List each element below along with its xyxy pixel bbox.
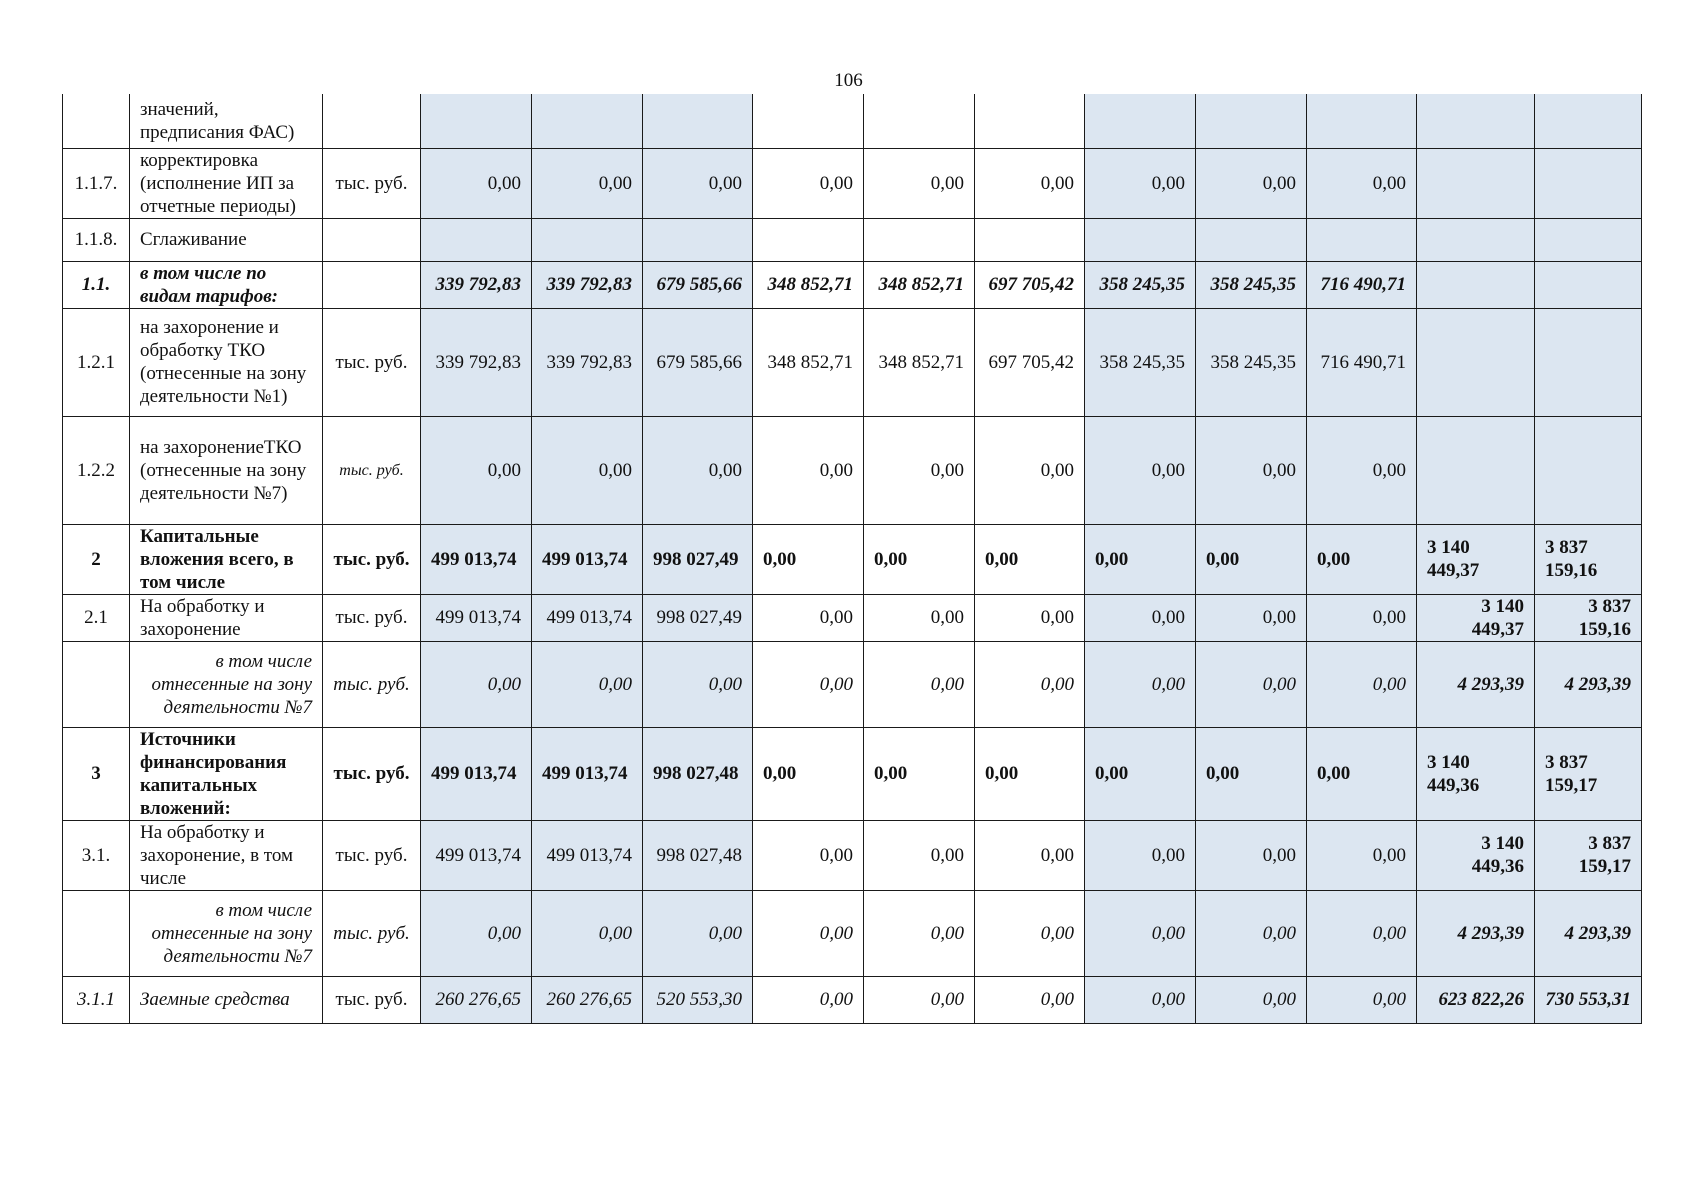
value-cell: [643, 94, 753, 148]
value-cell: 0,00: [753, 416, 864, 524]
row-name: на захоронение и обработку ТКО (отнесенные на зону деятельности №1): [130, 308, 323, 416]
table-row: [63, 261, 1642, 308]
value-cell: 3 140 449,36: [1417, 727, 1535, 820]
value-cell: 0,00: [421, 416, 532, 524]
value-cell: 3 837 159,17: [1535, 727, 1642, 820]
value-cell: 358 245,35: [1196, 308, 1307, 416]
value-cell: 0,00: [1085, 727, 1196, 820]
table-body: [63, 94, 1642, 1023]
table-row: [63, 416, 1642, 524]
value-cell: 0,00: [643, 641, 753, 727]
value-cell: 0,00: [1085, 890, 1196, 976]
value-cell: 3 140 449,37: [1417, 594, 1535, 641]
value-cell: [1417, 261, 1535, 308]
table-row: [63, 641, 1642, 727]
value-cell: 3 140 449,37: [1417, 524, 1535, 594]
table-row: [63, 218, 1642, 261]
value-cell: 0,00: [975, 594, 1085, 641]
value-cell: 0,00: [753, 890, 864, 976]
value-cell: 697 705,42: [975, 261, 1085, 308]
row-unit: тыс. руб.: [323, 148, 421, 218]
value-cell: [864, 94, 975, 148]
row-name: Капитальные вложения всего, в том числе: [130, 524, 323, 594]
value-cell: 0,00: [975, 148, 1085, 218]
value-cell: 0,00: [864, 524, 975, 594]
value-cell: 358 245,35: [1085, 308, 1196, 416]
row-name: Сглаживание: [130, 218, 323, 261]
value-cell: 0,00: [1307, 976, 1417, 1023]
value-cell: [753, 218, 864, 261]
value-cell: 0,00: [421, 148, 532, 218]
value-cell: 998 027,48: [643, 727, 753, 820]
row-number: 1.1.: [63, 261, 130, 308]
row-unit: тыс. руб.: [323, 524, 421, 594]
value-cell: 0,00: [975, 416, 1085, 524]
table-row: [63, 820, 1642, 890]
value-cell: 0,00: [864, 594, 975, 641]
value-cell: 0,00: [975, 641, 1085, 727]
row-name: На обработку и захоронение: [130, 594, 323, 641]
value-cell: 0,00: [753, 976, 864, 1023]
value-cell: 499 013,74: [532, 727, 643, 820]
value-cell: 0,00: [975, 524, 1085, 594]
value-cell: 0,00: [532, 416, 643, 524]
value-cell: 0,00: [1196, 416, 1307, 524]
row-number: 2: [63, 524, 130, 594]
value-cell: 716 490,71: [1307, 308, 1417, 416]
value-cell: 3 140 449,36: [1417, 820, 1535, 890]
value-cell: [1535, 308, 1642, 416]
value-cell: 679 585,66: [643, 308, 753, 416]
row-name: в том числе отнесенные на зону деятельности №7: [130, 641, 323, 727]
value-cell: 0,00: [643, 416, 753, 524]
row-number: 1.2.1: [63, 308, 130, 416]
value-cell: [532, 218, 643, 261]
value-cell: 0,00: [421, 641, 532, 727]
value-cell: 0,00: [864, 641, 975, 727]
value-cell: 0,00: [1307, 524, 1417, 594]
value-cell: 348 852,71: [864, 261, 975, 308]
value-cell: [864, 218, 975, 261]
table-row: [63, 976, 1642, 1023]
value-cell: 0,00: [864, 976, 975, 1023]
value-cell: [1535, 94, 1642, 148]
value-cell: 0,00: [975, 820, 1085, 890]
value-cell: 0,00: [864, 890, 975, 976]
value-cell: 499 013,74: [421, 524, 532, 594]
row-unit: [323, 218, 421, 261]
value-cell: 0,00: [1307, 148, 1417, 218]
table-row: [63, 308, 1642, 416]
value-cell: 0,00: [1085, 416, 1196, 524]
value-cell: 4 293,39: [1417, 890, 1535, 976]
value-cell: 0,00: [532, 890, 643, 976]
value-cell: 0,00: [421, 890, 532, 976]
tariff-table: [62, 94, 1642, 1024]
value-cell: 697 705,42: [975, 308, 1085, 416]
value-cell: 623 822,26: [1417, 976, 1535, 1023]
value-cell: [1196, 218, 1307, 261]
value-cell: [1417, 148, 1535, 218]
value-cell: 499 013,74: [421, 727, 532, 820]
value-cell: 0,00: [1085, 641, 1196, 727]
value-cell: 0,00: [975, 890, 1085, 976]
value-cell: 0,00: [753, 727, 864, 820]
value-cell: 0,00: [1085, 148, 1196, 218]
value-cell: 730 553,31: [1535, 976, 1642, 1023]
value-cell: 0,00: [1307, 727, 1417, 820]
value-cell: [1085, 218, 1196, 261]
value-cell: [1307, 94, 1417, 148]
value-cell: [421, 94, 532, 148]
value-cell: 3 837 159,16: [1535, 594, 1642, 641]
value-cell: 0,00: [753, 148, 864, 218]
value-cell: 339 792,83: [532, 261, 643, 308]
value-cell: 0,00: [975, 976, 1085, 1023]
row-number: 2.1: [63, 594, 130, 641]
value-cell: 260 276,65: [421, 976, 532, 1023]
row-number: 3: [63, 727, 130, 820]
value-cell: 4 293,39: [1417, 641, 1535, 727]
value-cell: [1307, 218, 1417, 261]
value-cell: [532, 94, 643, 148]
row-name: корректировка (исполнение ИП за отчетные периоды): [130, 148, 323, 218]
value-cell: 0,00: [532, 641, 643, 727]
row-number: [63, 890, 130, 976]
row-unit: тыс. руб.: [323, 594, 421, 641]
row-unit: [323, 94, 421, 148]
value-cell: 0,00: [1085, 594, 1196, 641]
value-cell: [1535, 148, 1642, 218]
value-cell: 0,00: [864, 148, 975, 218]
row-unit: [323, 261, 421, 308]
row-unit: тыс. руб.: [323, 820, 421, 890]
value-cell: 0,00: [753, 594, 864, 641]
value-cell: 339 792,83: [421, 308, 532, 416]
value-cell: 3 837 159,17: [1535, 820, 1642, 890]
value-cell: [975, 218, 1085, 261]
value-cell: 0,00: [1196, 976, 1307, 1023]
row-name: значений, предписания ФАС): [130, 94, 323, 148]
value-cell: 0,00: [1196, 641, 1307, 727]
value-cell: 998 027,49: [643, 594, 753, 641]
value-cell: 716 490,71: [1307, 261, 1417, 308]
value-cell: 339 792,83: [421, 261, 532, 308]
value-cell: 0,00: [1085, 524, 1196, 594]
value-cell: 499 013,74: [532, 820, 643, 890]
value-cell: 998 027,49: [643, 524, 753, 594]
value-cell: 0,00: [1196, 820, 1307, 890]
value-cell: 348 852,71: [753, 261, 864, 308]
row-name: На обработку и захоронение, в том числе: [130, 820, 323, 890]
table-row: [63, 727, 1642, 820]
value-cell: 499 013,74: [421, 820, 532, 890]
row-unit: тыс. руб.: [323, 416, 421, 524]
value-cell: 0,00: [1196, 890, 1307, 976]
value-cell: 4 293,39: [1535, 641, 1642, 727]
value-cell: 348 852,71: [864, 308, 975, 416]
row-number: 1.2.2: [63, 416, 130, 524]
row-number: 1.1.7.: [63, 148, 130, 218]
value-cell: 679 585,66: [643, 261, 753, 308]
value-cell: [1417, 308, 1535, 416]
value-cell: 260 276,65: [532, 976, 643, 1023]
value-cell: 0,00: [1196, 148, 1307, 218]
value-cell: 0,00: [864, 416, 975, 524]
value-cell: 0,00: [975, 727, 1085, 820]
value-cell: 0,00: [643, 148, 753, 218]
row-unit: тыс. руб.: [323, 641, 421, 727]
value-cell: 4 293,39: [1535, 890, 1642, 976]
row-unit: тыс. руб.: [323, 308, 421, 416]
value-cell: 0,00: [864, 727, 975, 820]
table-row: [63, 94, 1642, 148]
row-name: на захоронениеТКО (отнесенные на зону деятельности №7): [130, 416, 323, 524]
value-cell: 0,00: [1085, 820, 1196, 890]
row-number: [63, 641, 130, 727]
value-cell: 0,00: [1196, 594, 1307, 641]
row-name: Источники финансирования капитальных вложений:: [130, 727, 323, 820]
value-cell: [1535, 218, 1642, 261]
value-cell: 0,00: [1196, 524, 1307, 594]
value-cell: 0,00: [1307, 641, 1417, 727]
value-cell: 0,00: [753, 641, 864, 727]
value-cell: 339 792,83: [532, 308, 643, 416]
value-cell: [1417, 218, 1535, 261]
value-cell: 0,00: [753, 524, 864, 594]
value-cell: 358 245,35: [1196, 261, 1307, 308]
value-cell: [1417, 416, 1535, 524]
value-cell: 0,00: [1196, 727, 1307, 820]
value-cell: [1535, 416, 1642, 524]
value-cell: 358 245,35: [1085, 261, 1196, 308]
value-cell: 499 013,74: [421, 594, 532, 641]
row-name: в том числе отнесенные на зону деятельности №7: [130, 890, 323, 976]
value-cell: 0,00: [1307, 416, 1417, 524]
value-cell: 499 013,74: [532, 524, 643, 594]
row-name: Заемные средства: [130, 976, 323, 1023]
value-cell: 0,00: [1307, 820, 1417, 890]
value-cell: 0,00: [643, 890, 753, 976]
value-cell: 348 852,71: [753, 308, 864, 416]
value-cell: 0,00: [1085, 976, 1196, 1023]
table-row: [63, 890, 1642, 976]
value-cell: [1535, 261, 1642, 308]
row-number: 3.1.: [63, 820, 130, 890]
table-row: [63, 524, 1642, 594]
row-number: 1.1.8.: [63, 218, 130, 261]
value-cell: [643, 218, 753, 261]
row-number: 3.1.1: [63, 976, 130, 1023]
value-cell: 520 553,30: [643, 976, 753, 1023]
row-name: в том числе по видам тарифов:: [130, 261, 323, 308]
value-cell: [753, 94, 864, 148]
table-row: [63, 594, 1642, 641]
value-cell: 499 013,74: [532, 594, 643, 641]
value-cell: 0,00: [532, 148, 643, 218]
value-cell: 0,00: [1307, 594, 1417, 641]
page-number: 106: [834, 70, 863, 91]
row-number: [63, 94, 130, 148]
value-cell: [975, 94, 1085, 148]
row-unit: тыс. руб.: [323, 976, 421, 1023]
row-unit: тыс. руб.: [323, 890, 421, 976]
value-cell: 0,00: [1307, 890, 1417, 976]
value-cell: [1417, 94, 1535, 148]
value-cell: 0,00: [864, 820, 975, 890]
value-cell: 998 027,48: [643, 820, 753, 890]
value-cell: [1196, 94, 1307, 148]
value-cell: [421, 218, 532, 261]
table-row: [63, 148, 1642, 218]
value-cell: 0,00: [753, 820, 864, 890]
row-unit: тыс. руб.: [323, 727, 421, 820]
value-cell: 3 837 159,16: [1535, 524, 1642, 594]
value-cell: [1085, 94, 1196, 148]
